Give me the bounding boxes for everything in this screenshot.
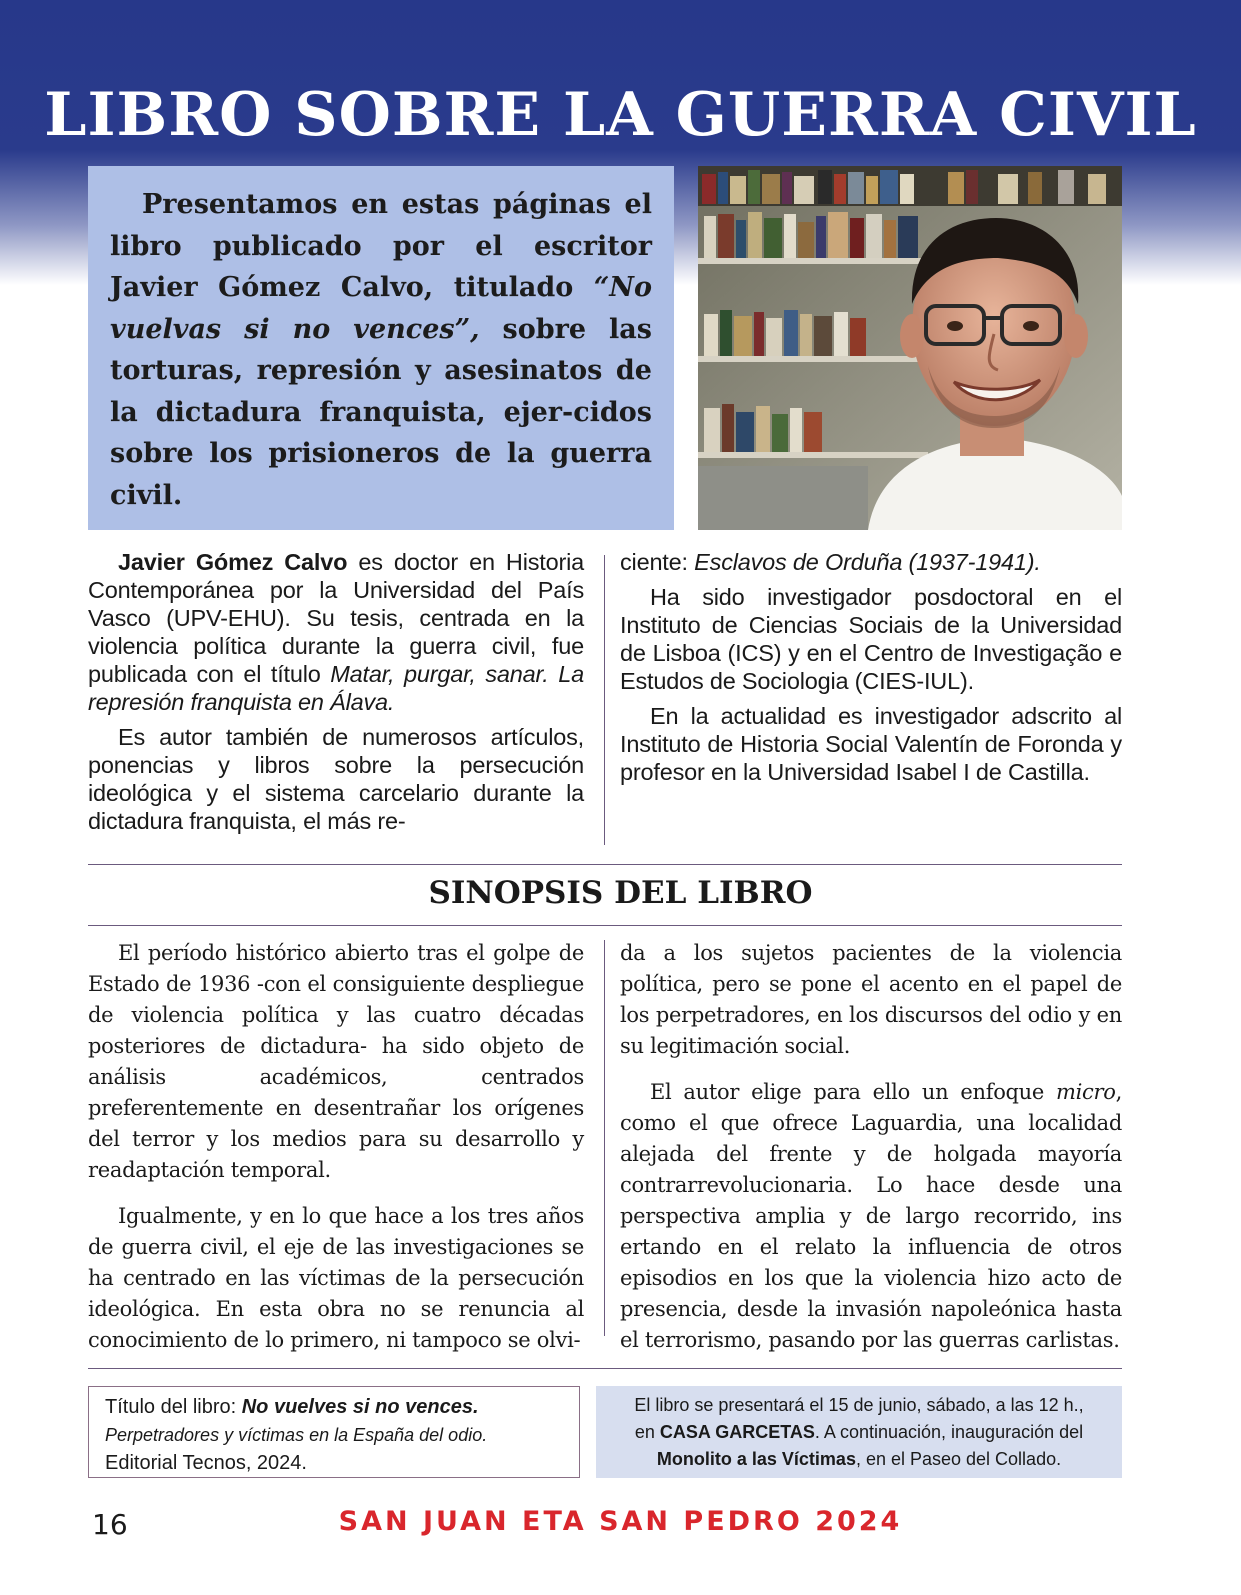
book-reference: Esclavos de Orduña (1937-1941). — [694, 549, 1041, 575]
bio-paragraph: En la actualidad es investigador adscrito al Instituto de Historia Social Valentín de Foronda y profesor en la Universidad Isabel I de Castilla. — [620, 703, 1122, 785]
bio-column-left — [88, 548, 584, 842]
event-text: , en el Paseo del Collado. — [855, 1449, 1062, 1469]
event-text: . A continuación, inauguración del — [814, 1422, 1084, 1442]
synopsis-paragraph: Igualmente, y en lo que hace a los tres años de guerra civil, el eje de las investigaciones se ha centrado en las víctimas de la persecución ideológica. En esta obra no se renuncia al conocimiento de lo primero, ni tampoco se olvi- — [88, 1204, 584, 1352]
intro-book-title: “No vuelvas si no vences”, — [110, 272, 652, 345]
event-line-3 — [606, 1446, 1112, 1473]
synopsis-heading: SINOPSIS DEL LIBRO — [428, 875, 813, 911]
book-title: No vuelves si no vences. — [241, 1396, 479, 1418]
intro-box — [88, 166, 674, 530]
book-subtitle: Perpetradores y víctimas en la España del odio. — [105, 1425, 488, 1445]
author-portrait-image — [698, 166, 1122, 530]
bio-paragraph: Es autor también de numerosos artículos, ponencias y libros sobre la persecución ideológica y el sistema carcelario durante la dictadura franquista, el más re- — [88, 724, 584, 834]
bio-paragraph — [88, 548, 584, 716]
publication-title: SAN JUAN ETA SAN PEDRO 2024 — [338, 1506, 903, 1537]
section-divider-top — [88, 864, 1122, 865]
synopsis-paragraph: da a los sujetos pacientes de la violencia política, pero se pone el acento en el papel de los perpetradores, en los discursos del odio y en su legitimación social. — [620, 941, 1122, 1058]
book-info-box — [88, 1386, 580, 1478]
bio-paragraph: Ha sido investigador posdoctoral en el Instituto de Ciencias Sociais de la Universidad de Lisboa (ICS) y en el Centro de Investigação e Estudos de Sociologia (CIES-IUL). — [620, 584, 1122, 694]
book-title-line — [105, 1393, 563, 1421]
event-info-box — [596, 1386, 1122, 1478]
synopsis-text: , como el que ofrece Laguardia, una localidad alejada del frente y de holgada mayoría contrarrevolucionaria. Lo hace desde una perspectiva amplia y de largo recorrido, ins ertando en el relato la influencia de otros episodios en los que la violencia hizo acto de presencia, desde la invasión napoleónica hasta el terrorismo, pasando por las guerras carlistas. — [620, 1080, 1122, 1352]
thesis-title: Matar, purgar, sanar. La represión franquista en Álava. — [88, 661, 584, 715]
column-divider — [604, 940, 605, 1336]
synopsis-column-right — [620, 938, 1122, 1371]
author-photo — [698, 166, 1122, 530]
synopsis-paragraph: El período histórico abierto tras el golpe de Estado de 1936 -con el consiguiente despliegue de violencia política y las cuatro décadas posteriores de dictadura- ha sido objeto de análisis académicos, centrados preferentemente en desentrañar los orígenes del terror y los medios para su desarrollo y readaptación temporal. — [88, 941, 584, 1182]
book-publisher: Editorial Tecnos, 2024. — [105, 1452, 307, 1474]
intro-text-part: Presentamos en estas páginas el libro publicado por el escritor Javier Gómez Calvo, titulado — [110, 189, 652, 303]
bio-text: ciente: — [620, 549, 695, 575]
event-text: en — [634, 1422, 660, 1442]
synopsis-column-left — [88, 938, 584, 1371]
bio-text: es doctor en Historia Contemporánea por la Universidad del País Vasco (UPV-EHU). Su tesis, centrada en la violencia política durante la guerra civil, fue publicada con el título — [88, 549, 584, 687]
bio-column-right — [620, 548, 1122, 793]
bio-paragraph — [620, 548, 1122, 576]
synopsis-emphasis: micro — [1056, 1080, 1116, 1104]
synopsis-paragraph — [620, 1077, 1122, 1356]
synopsis-text: El autor elige para ello un enfoque — [650, 1080, 1057, 1104]
column-divider — [604, 555, 605, 845]
event-line-2 — [606, 1419, 1112, 1446]
author-name: Javier Gómez Calvo — [118, 549, 348, 575]
intro-text — [110, 184, 652, 516]
book-title-label: Título del libro: — [105, 1396, 242, 1418]
intro-text-part: sobre las torturas, represión y asesinatos de la dictadura franquista, ejer-cidos sobre los prisioneros de la guerra civil. — [110, 313, 652, 511]
event-line-1: El libro se presentará el 15 de junio, sábado, a las 12 h., — [634, 1395, 1084, 1415]
page-number: 16 — [92, 1508, 128, 1541]
page-title: LIBRO SOBRE LA GUERRA CIVIL — [44, 80, 1197, 150]
section-divider-bottom — [88, 925, 1122, 926]
synopsis-end-divider — [88, 1368, 1122, 1369]
monument-name: Monolito a las Víctimas — [656, 1449, 856, 1469]
event-venue: CASA GARCETAS — [659, 1422, 815, 1442]
